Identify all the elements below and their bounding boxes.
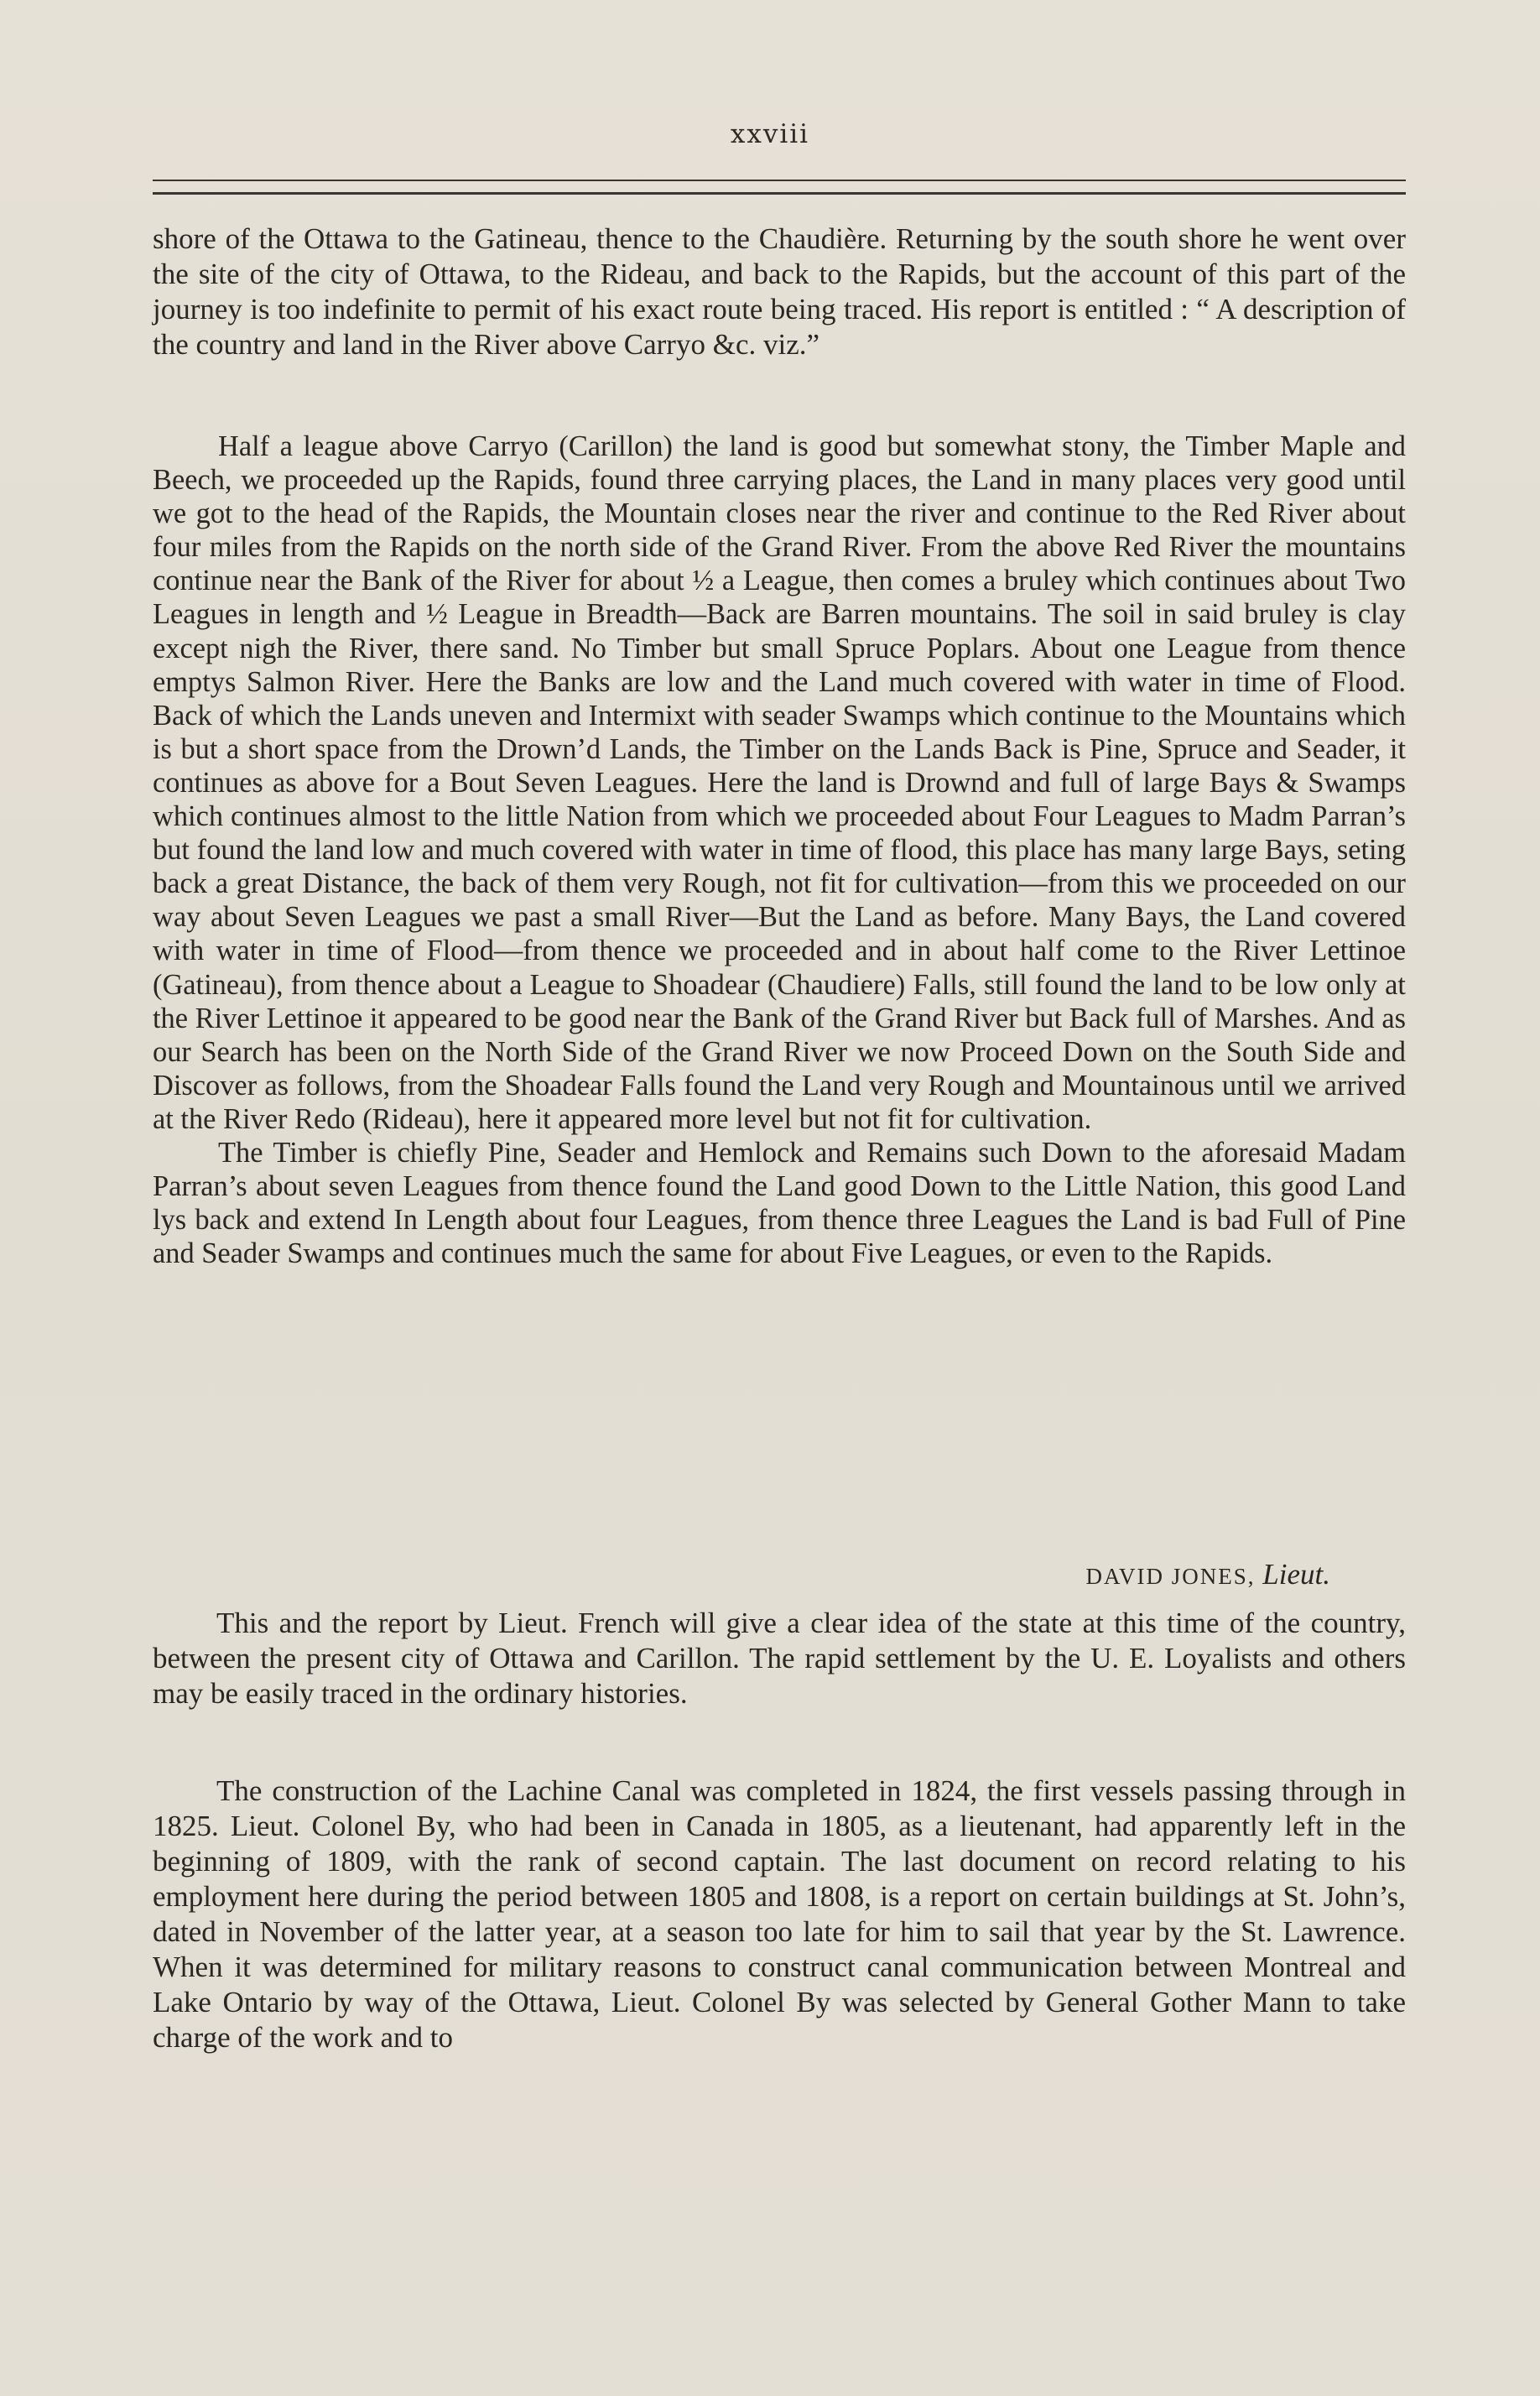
header-rule-thick	[153, 192, 1406, 195]
quoted-report-paragraph: The Timber is chiefly Pine, Seader and Hemlock and Remains such Down to the aforesaid Madam Parran’s about seven Leagues from thence found the Land good Down to the Little Nation, this good Land lys back and extend In Length about four Leagues, from thence three Leagues the Land is bad Full of Pine and Seader Swamps and continues much the same for about Five Leagues, or even to the Rapids.	[153, 1136, 1406, 1270]
quoted-report	[153, 430, 1406, 1270]
intro-paragraph-block	[153, 221, 1406, 362]
quoted-report-paragraph: Half a league above Carryo (Carillon) the land is good but somewhat stony, the Timber Maple and Beech, we proceeded up the Rapids, found three carrying places, the Land in many places very good until we got to the head of the Rapids, the Mountain closes near the river and continue to the Red River about four miles from the Rapids on the north side of the Grand River. From the above Red River the mountains continue near the Bank of the River for about ½ a League, then comes a bruley which continues about Two Leagues in length and ½ League in Breadth—Back are Barren mountains. The soil in said bruley is clay except nigh the River, there sand. No Timber but small Spruce Poplars. About one League from thence emptys Salmon River. Here the Banks are low and the Land much covered with water in time of Flood. Back of which the Lands uneven and Intermixt with seader Swamps which continue to the Mountains which is but a short space from the Drown’d Lands, the Timber on the Lands Back is Pine, Spruce and Seader, it continues as above for a Bout Seven Leagues. Here the land is Drownd and full of large Bays & Swamps which continues almost to the little Nation from which we proceeded about Four Leagues to Madm Parran’s but found the land low and much covered with water in time of flood, this place has many large Bays, seting back a great Distance, the back of them very Rough, not fit for cultivation—from this we proceeded on our way about Seven Leagues we past a small River—But the Land as before. Many Bays, the Land covered with water in time of Flood—from thence we proceeded and in about half come to the River Lettinoe (Gatineau), from thence about a League to Shoadear (Chaudiere) Falls, still found the land to be low only at the River Lettinoe it appeared to be good near the Bank of the Grand River but Back full of Marshes. And as our Search has been on the North Side of the Grand River we now Proceed Down on the South Side and Discover as follows, from the Shoadear Falls found the Land very Rough and Mountainous until we arrived at the River Redo (Rideau), here it appeared more level but not fit for cultivation.	[153, 430, 1406, 1135]
signature-rank: Lieut.	[1262, 1558, 1330, 1591]
intro-paragraph: shore of the Ottawa to the Gatineau, thence to the Chaudière. Returning by the south shore he went over the site of the city of Ottawa, to the Rideau, and back to the Rapids, but the account of this part of the journey is too indefinite to permit of his exact route being traced. His report is entitled : “ A description of the country and land in the River above Carryo &c. viz.”	[153, 222, 1406, 361]
body-paragraph: The construction of the Lachine Canal was completed in 1824, the first vessels passing through in 1825. Lieut. Colonel By, who had been in Canada in 1805, as a lieutenant, had apparently left in the beginning of 1809, with the rank of second captain. The last document on record relating to his employment here during the period between 1805 and 1808, is a report on certain buildings at St. John’s, dated in November of the latter year, at a season too late for him to sail that year by the St. Lawrence. When it was determined for military reasons to construct canal communication between Montreal and Lake Ontario by way of the Ottawa, Lieut. Colonel By was selected by General Gother Mann to take charge of the work and to	[153, 1774, 1406, 2054]
body-paragraph: This and the report by Lieut. French will give a clear idea of the state at this time of the country, between the present city of Ottawa and Carillon. The rapid settlement by the U. E. Loyalists and others may be easily traced in the ordinary histories.	[153, 1607, 1406, 1710]
header-rule-thin	[153, 180, 1406, 181]
signature-name: DAVID JONES,	[1085, 1564, 1256, 1589]
body-paragraph-block	[153, 1774, 1406, 2055]
report-signature	[923, 1558, 1330, 1591]
body-paragraph-block	[153, 1606, 1406, 1711]
page-number: xxviii	[730, 119, 810, 149]
